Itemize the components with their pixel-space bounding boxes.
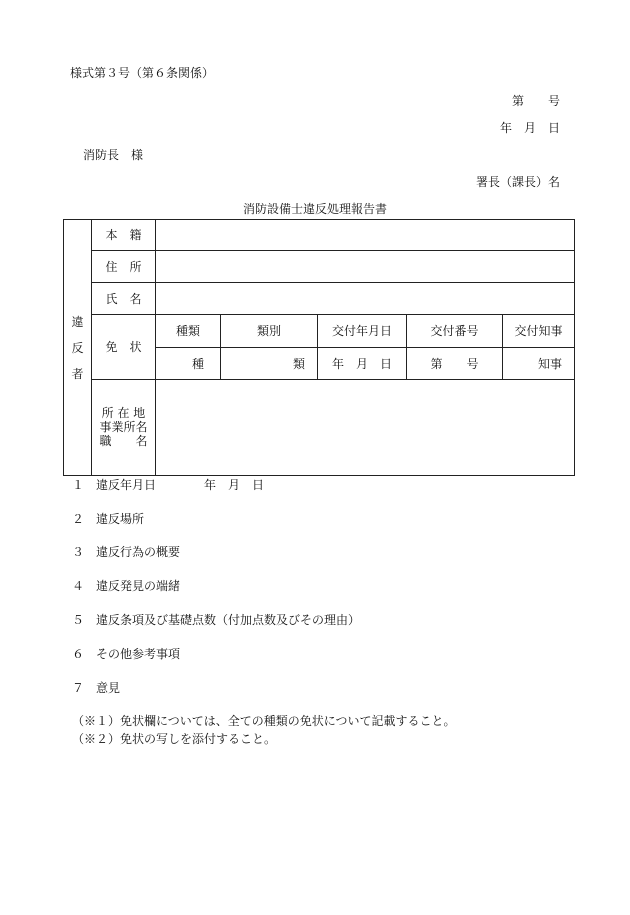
item-2-number: ２ [72,512,85,526]
shimei-field[interactable] [156,283,575,315]
jusho-field[interactable] [156,251,575,283]
form-number: 様式第３号（第６条関係） [70,66,215,80]
page-title: 消防設備士違反処理報告書 [242,202,387,216]
document-number: 第 号 [511,94,560,108]
item-6-number: ６ [72,647,85,661]
address-label-line-2: 事業所名 [99,420,148,434]
item-1-date: 年 月 日 [204,478,265,492]
note-1: （※１）免状欄については、全ての種類の免状について記載すること。 [72,714,456,728]
honseki-label: 本 籍 [92,220,156,251]
addressee: 消防長 様 [83,148,144,162]
note-2: （※２）免状の写しを添付すること。 [72,732,277,746]
value-kofu-date[interactable]: 年 月 日 [318,348,407,380]
item-3 [72,546,180,558]
item-6-label: その他参考事項 [96,647,181,661]
address-label-line-1: 所 在 地 [101,406,146,420]
item-4-label: 違反発見の端緒 [96,579,181,593]
address-label-line-3: 職 名 [99,434,148,448]
item-5-number: ５ [72,613,85,627]
item-4 [72,580,180,592]
address-field[interactable] [156,380,575,476]
document-date: 年 月 日 [499,121,560,135]
address-label [92,380,156,476]
sender: 署長（課長）名 [475,175,560,189]
header-kofu-number: 交付番号 [407,315,503,348]
value-kofu-number[interactable]: 第 号 [407,348,503,380]
item-5 [72,614,360,626]
item-7 [72,682,120,694]
header-kofu-date: 交付年月日 [318,315,407,348]
item-7-number: ７ [72,681,85,695]
item-6 [72,648,180,660]
item-3-label: 違反行為の概要 [96,545,181,559]
item-1 [72,479,264,491]
item-5-label: 違反条項及び基礎点数（付加点数及びその理由） [96,613,361,627]
jusho-label: 住 所 [92,251,156,283]
header-shurui: 種類 [156,315,221,348]
item-2-label: 違反場所 [96,512,145,526]
item-1-label: 違反年月日 [96,478,157,492]
value-kofu-chiji[interactable]: 知事 [503,348,575,380]
value-shurui[interactable]: 種 [156,348,221,380]
violator-table [63,219,575,476]
honseki-field[interactable] [156,220,575,251]
menjo-label: 免 状 [92,315,156,380]
violator-side-label: 違 反 者 [64,220,92,476]
item-7-label: 意見 [96,681,121,695]
item-1-number: １ [72,478,85,492]
header-kofu-chiji: 交付知事 [503,315,575,348]
header-ruibetsu: 類別 [221,315,318,348]
value-ruibetsu[interactable]: 類 [221,348,318,380]
item-2 [72,513,144,525]
item-4-number: ４ [72,579,85,593]
item-3-number: ３ [72,545,85,559]
shimei-label: 氏 名 [92,283,156,315]
